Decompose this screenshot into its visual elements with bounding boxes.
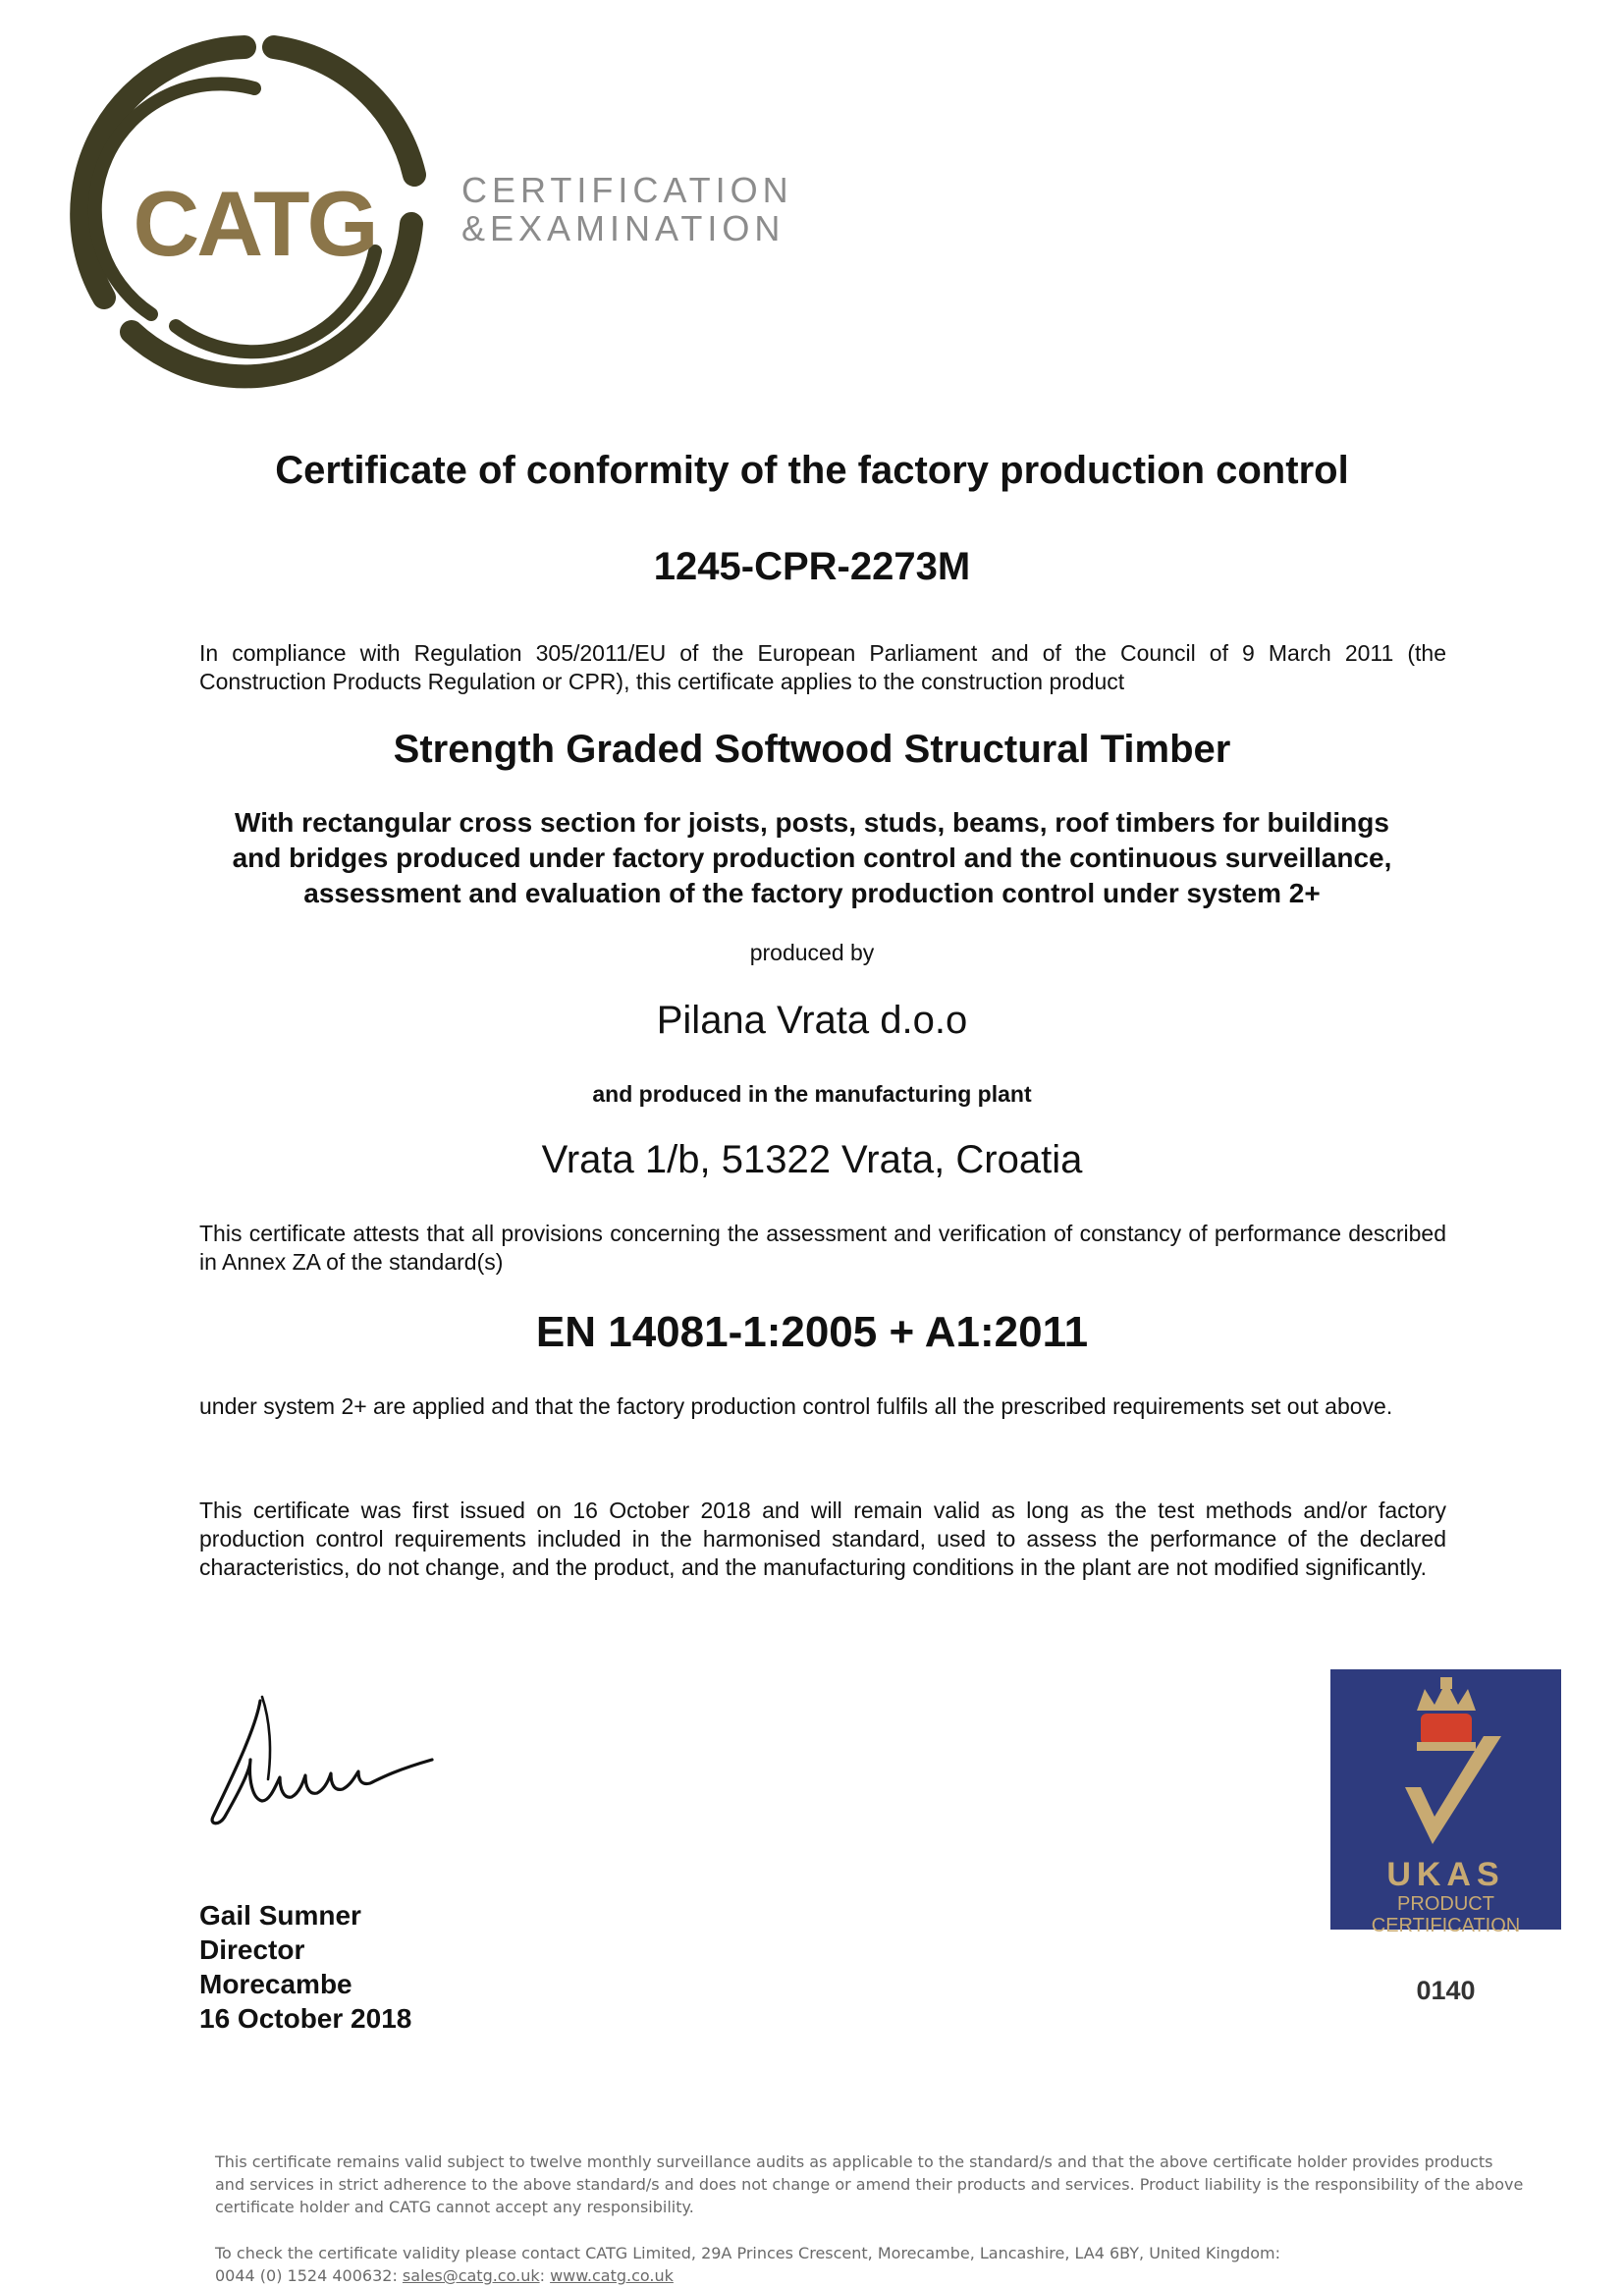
signatory-role: Director — [199, 1934, 305, 1965]
logo-line-examination: &EXAMINATION — [461, 208, 785, 248]
catg-logo — [63, 27, 446, 396]
footer-contact-details — [215, 2264, 1526, 2287]
footer-phone: 0044 (0) 1524 400632: — [215, 2266, 398, 2285]
product-title: Strength Graded Softwood Structural Timber — [393, 728, 1231, 771]
ukas-line-certification: CERTIFICATION — [1371, 1915, 1521, 1936]
catg-logo-text: CATG — [133, 172, 376, 275]
plant-label: and produced in the manufacturing plant — [592, 1081, 1032, 1107]
product-description-line: With rectangular cross section for joists, posts, studs, beams, roof timbers for buildings — [235, 807, 1389, 838]
attests-text: This certificate attests that all provisions concerning the assessment and verification of constancy of performance described in Annex ZA of the standard(s) — [199, 1221, 1446, 1275]
footer-disclaimer: This certificate remains valid subject to twelve monthly surveillance audits as applicable to the standard/s and that the above certificate holder provides products and services in strict adherence to the above standard/s and does not change or amend their products and services. Product liability is the responsibility of the above certificate holder and CATG cannot accept any responsibility. — [215, 2152, 1524, 2216]
footer-separator: : — [539, 2266, 545, 2285]
system-text: under system 2+ are applied and that the factory production control fulfils all the prescribed requirements set out above. — [199, 1393, 1393, 1419]
standard-reference: EN 14081-1:2005 + A1:2011 — [535, 1308, 1089, 1356]
signatory-date: 16 October 2018 — [199, 2003, 412, 2034]
signatory-block — [199, 1898, 411, 2036]
ukas-product-certification — [1330, 1893, 1561, 1936]
ukas-number: 0140 — [1416, 1976, 1476, 2005]
certificate-title: Certificate of conformity of the factory production control — [275, 449, 1349, 492]
signatory-name: Gail Sumner — [199, 1900, 361, 1931]
producer-name: Pilana Vrata d.o.o — [656, 999, 968, 1042]
ukas-line-product: PRODUCT — [1397, 1893, 1494, 1915]
product-description — [0, 805, 1624, 911]
certificate-number: 1245-CPR-2273M — [653, 545, 971, 588]
product-description-line: and bridges produced under factory production control and the continuous surveillance, — [232, 843, 1392, 873]
produced-by-label: produced by — [749, 940, 875, 965]
footer-contact-line: To check the certificate validity please contact CATG Limited, 29A Princes Crescent, Morecambe, Lancashire, LA4 6BY, United Kingdom: — [215, 2244, 1281, 2262]
product-description-line: assessment and evaluation of the factory production control under system 2+ — [303, 878, 1321, 908]
signature — [201, 1691, 452, 1833]
footer-email-link[interactable]: sales@catg.co.uk — [402, 2266, 540, 2285]
footer-contact — [215, 2242, 1526, 2287]
footer-website-link[interactable]: www.catg.co.uk — [550, 2266, 674, 2285]
signatory-location: Morecambe — [199, 1969, 352, 1999]
plant-address: Vrata 1/b, 51322 Vrata, Croatia — [541, 1138, 1083, 1181]
ukas-label: UKAS — [1386, 1856, 1505, 1893]
compliance-text: In compliance with Regulation 305/2011/EU of the European Parliament and of the Council of 9 March 2011 (the Construction Products Regulation or CPR), this certificate applies to the construction product — [199, 640, 1446, 694]
logo-line-certification: CERTIFICATION — [461, 170, 793, 210]
validity-text: This certificate was first issued on 16 October 2018 and will remain valid as long as the test methods and/or factory production control requirements included in the harmonised standard, used to assess the performance of the declared characteristics, do not change, and the product, and the manufacturing conditions in the plant are not modified significantly. — [199, 1497, 1446, 1580]
logo-wordmark — [461, 171, 793, 247]
crown-tick-icon — [1330, 1669, 1561, 1856]
ukas-badge — [1330, 1669, 1561, 1936]
